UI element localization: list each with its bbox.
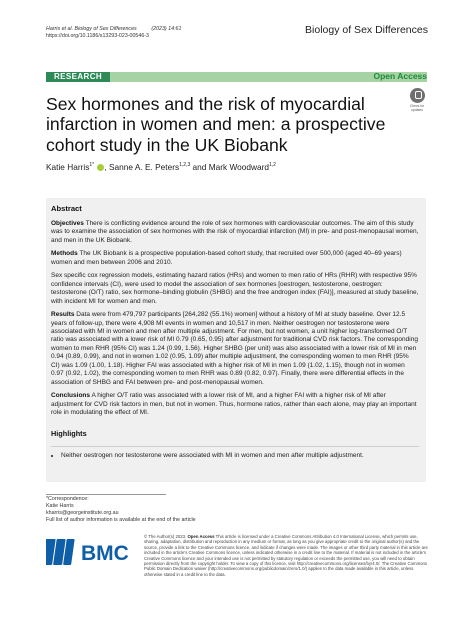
abstract-heading: Abstract [51, 204, 82, 213]
correspondence-email[interactable]: kharris@georgeinstitute.org.au [46, 510, 119, 516]
abstract-box [46, 198, 426, 482]
citation-header [46, 26, 181, 40]
author-affiliation: 1* [89, 162, 95, 169]
abstract-methods-cont: Sex specific cox regression models, estimating hazard ratios (HRs) and women to men ratio of HRs (RHR) with respective 95% confidence intervals (CI), were used to model the association of sex hormones [oestrogen, testosterone, oestrogen: testosterone (O/T) ratio, sex hormone–binding globulin (SHBG) and the free androgen index (FAI)], measured at study baseline, with incident MI for women and men. [51, 272, 419, 305]
author-info-note: Full list of author information is available at the end of the article [46, 517, 196, 523]
highlights-list [51, 446, 419, 460]
check-for-updates-button[interactable] [406, 88, 428, 115]
license-text: © The Author(s) 2023. Open Access This article is licensed under a Creative Commons Attribution 4.0 International License, which permits use, sharing, adaptation, distribution and reproduction in any medium or format, as long as you give appropriate credit to the original author(s) and the source, provide a link to the Creative Commons licence, and indicate if changes were made. The images or other third party material in this article are included in the article's Creative Commons licence, unless indicated otherwise in a credit line to the material. If material is not included in the article's Creative Commons licence and your intended use is not permitted by statutory regulation or exceeds the permitted use, you will need to obtain permission directly from the copyright holder. To view a copy of this licence, visit http://creativecommons.org/licenses/by/4.0/. The Creative Commons Public Domain Dedication waiver (http://creativecommons.org/publicdomain/zero/1.0/) applies to the data made available in this article, unless otherwise stated in a credit line to the data. [144, 534, 428, 577]
open-access-label: Open Access [373, 71, 427, 81]
orcid-icon[interactable] [97, 164, 104, 171]
bmc-logo [46, 537, 133, 567]
check-updates-icon [410, 88, 425, 103]
footnote-divider [46, 494, 166, 495]
check-updates-label: Check for updates [409, 104, 425, 112]
author-name[interactable]: Mark Woodward [208, 162, 269, 172]
abstract-results: Results Data were from 479,797 participants [264,282 (55.1%) women] without a history of MI at study baseline. Over 12.5 years of follow-up, there were 4,908 MI events in women and 10,517 in men. Neither oestrogen nor testosterone were associated with MI in women and men after multiple adjustment. For men, but not women, a unit higher log-transformed O/T ratio was associated with a lower risk of MI 0.79 (0.65, 0.95) after adjustment for traditional CVD risk factors. The corresponding women to men RHR (95% CI) was 1.24 (0.99, 1.56). Higher SHBG (per unit) was also associated with a lower risk of MI in men 0.94 (0.89, 0.99), and not in women 1.02 (0.95, 1.09) after multiple adjustment, the corresponding women to men RHR (95% CI) was 1.09 (1.00, 1.18). Higher FAI was associated with a higher risk of MI in men 1.09 (1.02, 1.15), though not in women 0.97 (0.92, 1.02), the corresponding women to men RHR was 0.89 (0.82, 0.97). Finally, there were differential effects in the association of SHBG and FAI between pre- and post-menopausal women. [51, 311, 418, 386]
author-name[interactable]: Katie Harris [46, 162, 90, 172]
correspondence-name: Katie Harris [46, 503, 74, 509]
correspondence-note [46, 496, 196, 524]
bmc-logo-text: BMC [81, 542, 129, 565]
doi-link[interactable]: https://doi.org/10.1186/s13293-023-00546-3 [46, 33, 149, 39]
author-name[interactable]: Sanne A. E. Peters [109, 162, 180, 172]
highlights-heading: Highlights [51, 428, 87, 438]
abstract-conclusions: Conclusions A higher O/T ratio was associated with a lower risk of MI, and a higher FAI with a higher risk of MI after adjustment for CVD risk factors in men, but not in women. Thus, hormone ratios, rather than each alone, may play an important role in modulating the effect of MI. [51, 392, 417, 417]
correspondence-label: *Correspondence: [46, 496, 89, 502]
abstract-objectives: Objectives There is conflicting evidence around the role of sex hormones with cardiovascular outcomes. The aim of this study was to examine the association of sex hormones with the risk of myocardial infarction (MI) in pre- and post-menopausal women, and men in the UK Biobank. [51, 220, 419, 244]
article-type-badge: RESEARCH [46, 72, 110, 82]
article-title: Sex hormones and the risk of myocardial infarction in women and men: a prospective cohort study in the UK Biobank [46, 94, 386, 155]
abstract-methods: Methods The UK Biobank is a prospective population-based cohort study, that recruited over 500,000 (aged 40–69 years) women and men between 2006 and 2010. [51, 250, 402, 266]
author-affiliation: 1,2 [268, 162, 276, 169]
citation-line: Harris et al. Biology of Sex Differences (2023) 14:61 [46, 26, 182, 32]
highlight-item: • Neither oestrogen nor testosterone were associated with MI in women and men after multiple adjustment. [61, 452, 419, 460]
journal-name: Biology of Sex Differences [305, 24, 428, 36]
author-list: Katie Harris$^{1*}$ , Sanne A. E. Peters$^{1,2,3}$ and Mark Woodward$^{1,2}$ [46, 162, 276, 172]
author-affiliation: 1,2,3 [179, 162, 191, 169]
